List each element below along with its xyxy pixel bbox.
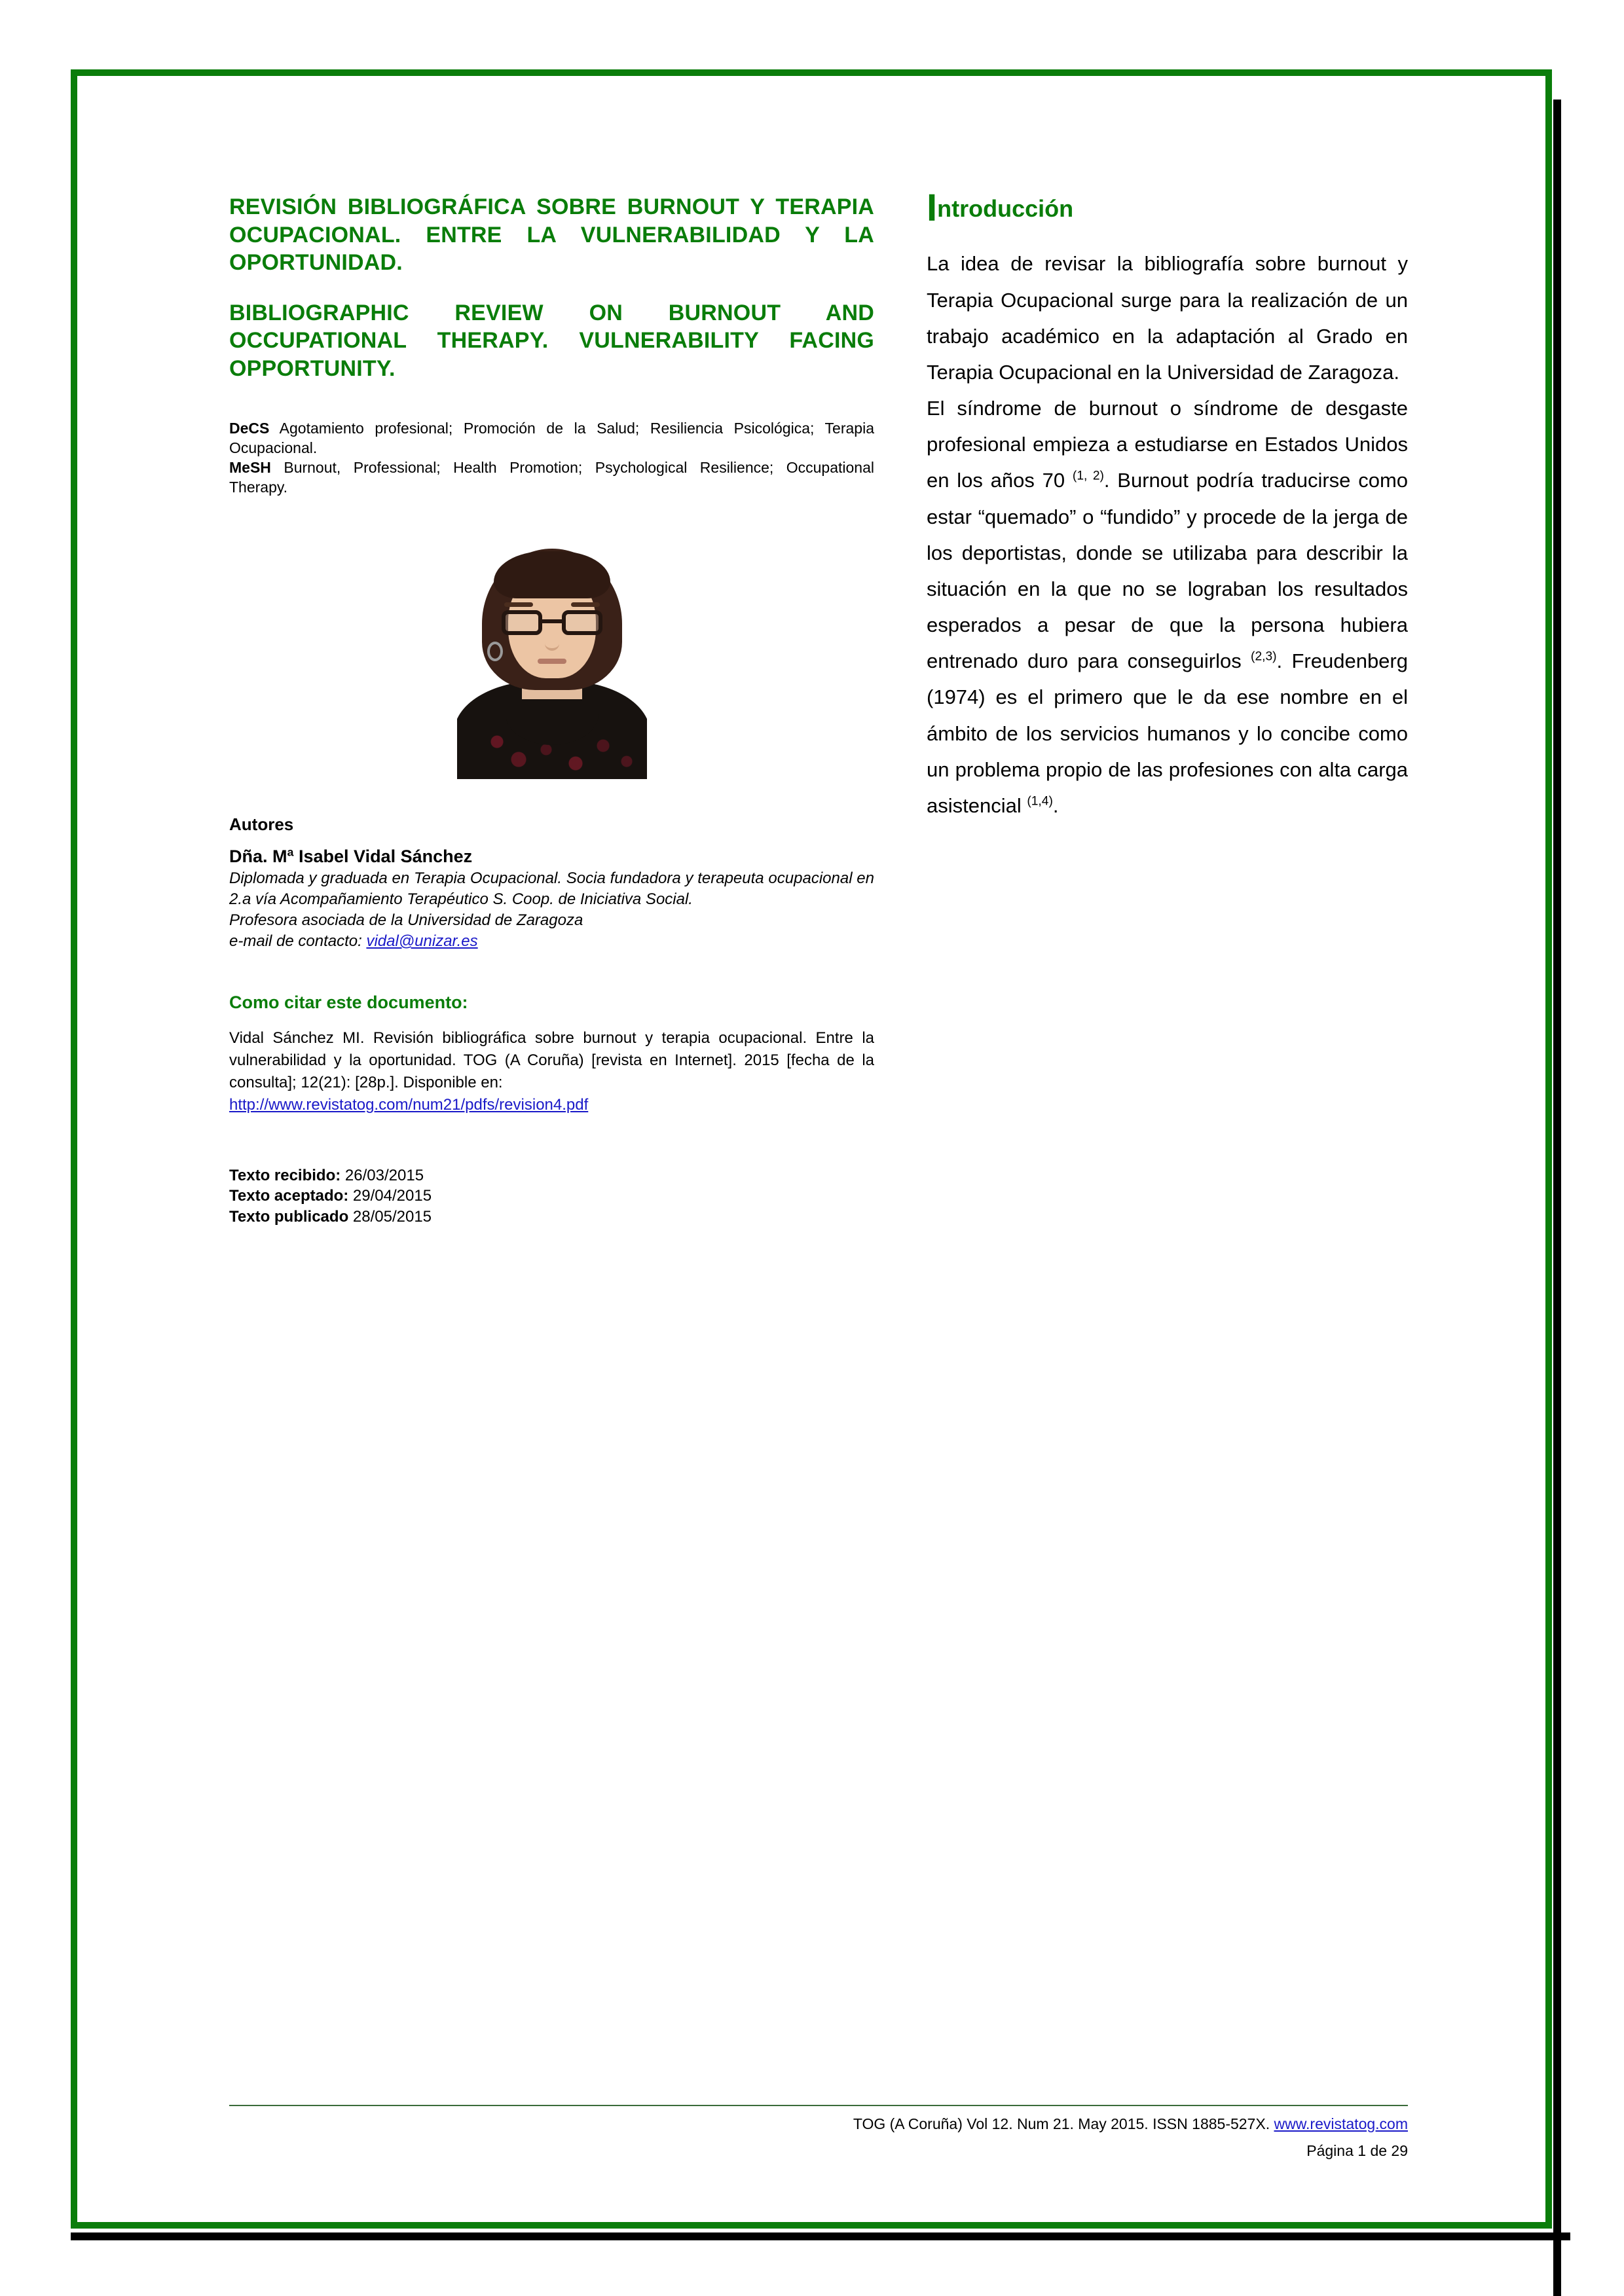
- authors-section-label: Autores: [229, 814, 294, 834]
- author-portrait-photo: [457, 537, 647, 779]
- author-photo-wrapper: [229, 537, 874, 779]
- author-bio-line1: Diplomada y graduada en Terapia Ocupacional. Socia fundadora y terapeuta ocupacional en 2.a vía Acompañamiento Terapéutico S. Coop. de Iniciativa Social.: [229, 869, 874, 908]
- author-email-line: [229, 931, 874, 952]
- author-bio-line2: Profesora asociada de la Universidad de Zaragoza: [229, 911, 583, 929]
- author-name: Dña. Mª Isabel Vidal Sánchez: [229, 846, 473, 866]
- footer-journal-url-link[interactable]: www.revistatog.com: [1274, 2115, 1408, 2132]
- intro-p2-segment-d: .: [1052, 793, 1059, 817]
- mesh-terms: Burnout, Professional; Health Promotion; Psychological Resilience; Occupational Therapy.: [229, 458, 874, 496]
- intro-p2-segment-b: . Burnout podría traducirse como estar “quemado” o “fundido” y procede de la jerga de los deportistas, donde se utilizaba para describir la situación en la que no se lograban los resultados esperados a pesar de que la persona hubiera entrenado duro para conseguirlos: [927, 469, 1409, 673]
- citation-url-line: [229, 1094, 874, 1116]
- introduction-paragraph-1: La idea de revisar la bibliografía sobre burnout y Terapia Ocupacional surge para la realización de un trabajo académico en la adaptación al Grado en Terapia Ocupacional en la Universidad de Zaragoza.: [927, 252, 1408, 384]
- portrait-lens-left: [502, 610, 542, 635]
- page-footer: [229, 2105, 1408, 2160]
- date-received: [229, 1165, 874, 1186]
- footer-page-number: Página 1 de 29: [1306, 2142, 1408, 2159]
- decs-label: DeCS: [229, 420, 270, 437]
- article-title-english: BIBLIOGRAPHIC REVIEW ON BURNOUT AND OCCUPATIONAL THERAPY. VULNERABILITY FACING OPPORTUNITY.: [229, 300, 874, 381]
- date-published: [229, 1207, 874, 1228]
- date-received-value: 26/03/2015: [341, 1166, 424, 1184]
- citation-block: [229, 1027, 874, 1116]
- citation-ref-2-3: (2,3): [1251, 649, 1277, 664]
- email-label: e-mail de contacto:: [229, 932, 367, 951]
- portrait-lens-right: [562, 610, 602, 635]
- footer-divider: [229, 2105, 1408, 2106]
- citation-ref-1-2: (1, 2): [1072, 469, 1104, 484]
- mesh-label: MeSH: [229, 458, 271, 476]
- date-accepted-value: 29/04/2015: [348, 1187, 432, 1205]
- article-title-spanish: REVISIÓN BIBLIOGRÁFICA SOBRE BURNOUT Y TERAPIA OCUPACIONAL. ENTRE LA VULNERABILIDAD Y LA OPORTUNIDAD.: [229, 194, 874, 275]
- author-email-link[interactable]: vidal@unizar.es: [366, 932, 478, 951]
- portrait-mouth: [538, 659, 566, 664]
- page-edge-shadow-bottom: [71, 2232, 1570, 2240]
- date-published-value: 28/05/2015: [348, 1208, 432, 1226]
- date-accepted: [229, 1186, 874, 1207]
- intro-p2-segment-a: El síndrome de burnout o síndrome de desgaste profesional empieza a estudiarse en Estados Unidos en los años 70: [927, 397, 1408, 492]
- portrait-eyebrow-right: [571, 602, 600, 607]
- citation-ref-1-4: (1,4): [1027, 794, 1053, 809]
- introduction-heading: [927, 187, 1408, 229]
- keywords-block: [229, 419, 874, 498]
- mesh-keywords: [229, 458, 874, 498]
- page-content: [229, 187, 1409, 2092]
- introduction-paragraph-2: [927, 390, 1408, 824]
- decs-terms: Agotamiento profesional; Promoción de la Salud; Resiliencia Psicológica; Terapia Ocupacional.: [229, 420, 874, 456]
- introduction-body: [927, 246, 1408, 824]
- introduction-dropcap: I: [927, 187, 938, 229]
- citation-url-link[interactable]: http://www.revistatog.com/num21/pdfs/revision4.pdf: [229, 1096, 589, 1114]
- footer-journal-text: TOG (A Coruña) Vol 12. Num 21. May 2015. ISSN 1885-527X.: [853, 2115, 1274, 2132]
- title-block: [229, 193, 874, 382]
- portrait-earring: [487, 642, 503, 661]
- date-received-label: Texto recibido:: [229, 1166, 341, 1184]
- page-edge-shadow-right: [1553, 100, 1561, 2296]
- left-column: [229, 193, 874, 1228]
- author-bio: [229, 868, 874, 953]
- portrait-eyebrow-left: [504, 602, 533, 607]
- right-column: [927, 187, 1409, 824]
- citation-text: Vidal Sánchez MI. Revisión bibliográfica sobre burnout y terapia ocupacional. Entre la vulnerabilidad y la oportunidad. TOG (A Coruña) [revista en Internet]. 2015 [fecha de la consulta]; 12(21): [28p.]. Disponible en:: [229, 1029, 874, 1092]
- portrait-glasses-bridge: [542, 619, 562, 623]
- intro-p2-segment-c: . Freudenberg (1974) es el primero que le da ese nombre en el ámbito de los servicios humanos y lo concibe como un problema propio de las profesiones con alta carga asistencial: [927, 649, 1408, 817]
- citation-heading: Como citar este documento:: [229, 993, 468, 1013]
- publication-dates: [229, 1165, 874, 1228]
- footer-journal-line: [229, 2115, 1408, 2133]
- date-accepted-label: Texto aceptado:: [229, 1187, 349, 1205]
- portrait-glasses: [502, 610, 602, 636]
- decs-keywords: [229, 419, 874, 458]
- introduction-heading-rest: ntroducción: [937, 195, 1074, 222]
- date-published-label: Texto publicado: [229, 1208, 349, 1226]
- portrait-fringe: [494, 551, 610, 598]
